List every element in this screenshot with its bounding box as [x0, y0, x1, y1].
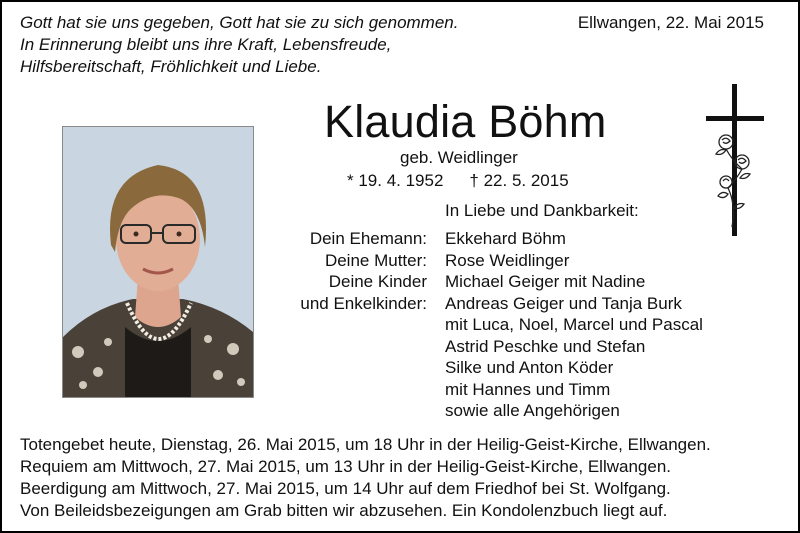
relation-labels	[300, 228, 427, 314]
notice-requiem: Requiem am Mittwoch, 27. Mai 2015, um 13 Uhr in der Heilig-Geist-Kirche, Ellwangen.	[20, 457, 671, 476]
quote-line-2: In Erinnerung bleibt uns ihre Kraft, Lebensfreude,	[20, 35, 392, 54]
quote-line-3: Hilfsbereitschaft, Fröhlichkeit und Liebe.	[20, 57, 322, 76]
mourner-name: mit Luca, Noel, Marcel und Pascal	[445, 315, 703, 334]
mourner-name: mit Hannes und Timm	[445, 379, 611, 399]
mourner-name: Ekkehard Böhm	[445, 229, 566, 248]
deceased-name: Klaudia Böhm	[324, 96, 607, 147]
death-date: † 22. 5. 2015	[469, 171, 569, 190]
mourner-name: Michael Geiger mit Nadine	[445, 272, 646, 291]
relation-label: Dein Ehemann:	[309, 229, 427, 248]
relation-label: Deine Mutter:	[324, 250, 427, 270]
mourners-intro: In Liebe und Dankbarkeit:	[445, 201, 639, 220]
notice-condolences: Von Beileidsbezeigungen am Grab bitten wir abzusehen. Ein Kondolenzbuch liegt auf.	[20, 501, 668, 520]
service-notices	[20, 434, 711, 522]
mourner-names	[445, 228, 703, 422]
mourner-name: sowie alle Angehörigen	[445, 401, 620, 420]
memorial-quote	[20, 12, 458, 78]
mourner-name: Silke und Anton Köder	[445, 358, 614, 377]
cross-with-roses-icon	[702, 82, 768, 242]
birth-date: * 19. 4. 1952	[347, 171, 444, 190]
mourner-name: Andreas Geiger und Tanja Burk	[445, 293, 682, 313]
relation-label: und Enkelkinder:	[300, 293, 427, 313]
quote-line-1: Gott hat sie uns gegeben, Gott hat sie zu sich genommen.	[20, 13, 459, 32]
mourner-name: Astrid Peschke und Stefan	[445, 336, 646, 356]
relation-label: Deine Kinder	[328, 272, 427, 291]
portrait-illustration	[63, 127, 253, 397]
place-and-date: Ellwangen, 22. Mai 2015	[577, 13, 764, 32]
life-dates	[347, 170, 569, 192]
portrait-photo	[62, 126, 254, 398]
notice-prayer: Totengebet heute, Dienstag, 26. Mai 2015, um 18 Uhr in der Heilig-Geist-Kirche, Ellwangen.	[20, 435, 711, 454]
mourner-name: Rose Weidlinger	[445, 250, 570, 270]
maiden-name: geb. Weidlinger	[400, 148, 518, 167]
notice-burial: Beerdigung am Mittwoch, 27. Mai 2015, um 14 Uhr auf dem Friedhof bei St. Wolfgang.	[20, 479, 671, 498]
